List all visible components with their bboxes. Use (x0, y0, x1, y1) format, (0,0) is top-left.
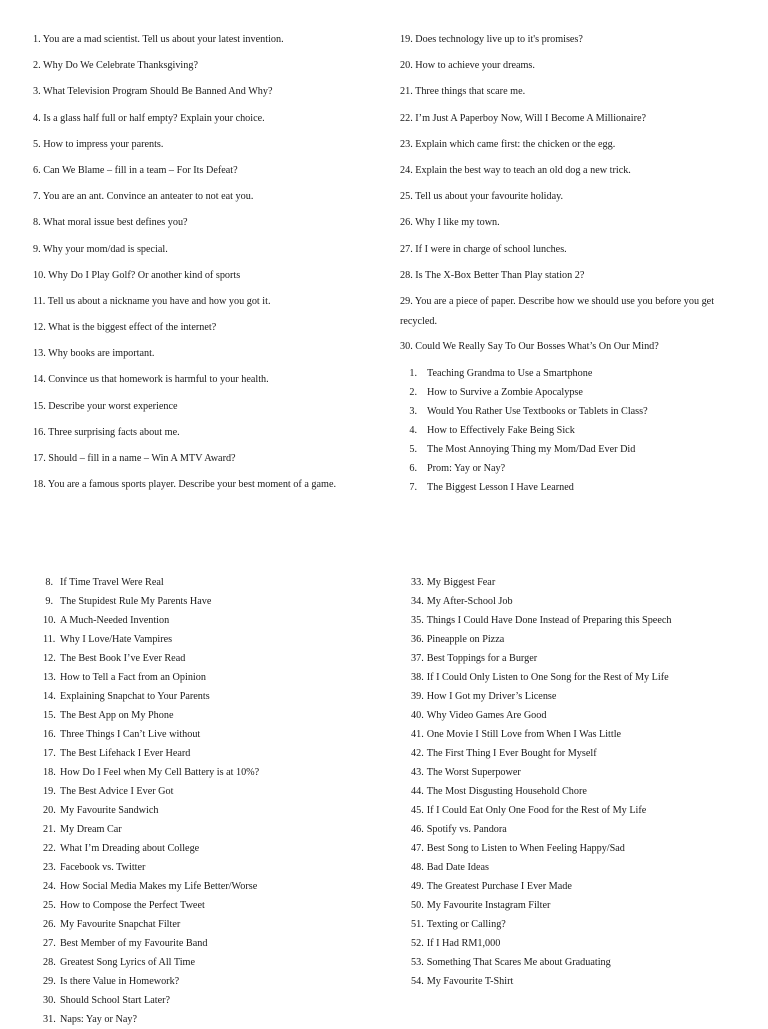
list-text: If I Could Only Listen to One Song for the Rest of My Life (426, 672, 669, 683)
list-item (400, 383, 730, 402)
prompt-item: 12. What is the biggest effect of the internet? (33, 322, 217, 334)
list-number: 26. (43, 919, 56, 930)
list-number: 18. (43, 767, 56, 778)
list-text: Something That Scares Me about Graduating (426, 957, 611, 968)
list-item (43, 915, 259, 934)
list-number: 20. (43, 805, 56, 816)
list-item (43, 649, 259, 668)
list-item (43, 953, 259, 972)
prompt-item: 27. If I were in charge of school lunches. (400, 243, 567, 255)
prompt-item: 22. I’m Just A Paperboy Now, Will I Become A Millionaire? (400, 112, 647, 124)
prompt-item: 11. Tell us about a nickname you have and how you got it. (33, 295, 271, 307)
list-text: If I Had RM1,000 (426, 938, 501, 949)
list-number: 30. (43, 995, 56, 1006)
list-item (411, 820, 671, 839)
list-item (43, 668, 259, 687)
list-number: 34. (411, 596, 424, 607)
list-item (43, 858, 259, 877)
list-item (411, 934, 671, 953)
list-text: How to Compose the Perfect Tweet (60, 900, 205, 911)
list-text: Naps: Yay or Nay? (60, 1014, 137, 1025)
list-text: My Favourite Instagram Filter (426, 900, 551, 911)
list-number: 44. (411, 786, 424, 797)
list-text: One Movie I Still Love from When I Was Little (426, 729, 622, 740)
list-text: The Best App on My Phone (60, 710, 174, 721)
list-text: The Most Disgusting Household Chore (426, 786, 587, 797)
prompt-item: 15. Describe your worst experience (33, 400, 178, 412)
list-item (400, 459, 730, 478)
list-item (411, 953, 671, 972)
list-item (411, 763, 671, 782)
list-text: Best Toppings for a Burger (426, 653, 538, 664)
list-number: 19. (43, 786, 56, 797)
list-text: A Much-Needed Invention (60, 615, 170, 626)
list-number: 8. (45, 577, 53, 588)
list-text: Three Things I Can’t Live without (60, 729, 201, 740)
list-number: 21. (43, 824, 56, 835)
prompt-item: 17. Should – fill in a name – Win A MTV Award? (33, 453, 236, 464)
list-number: 16. (43, 729, 56, 740)
list-item (411, 649, 671, 668)
list-number: 7. (409, 482, 417, 494)
list-item (43, 820, 259, 839)
list-text: The Greatest Purchase I Ever Made (426, 881, 572, 892)
list-text: Prom: Yay or Nay? (427, 463, 506, 475)
list-item (411, 573, 671, 592)
prompt-item: 13. Why books are important. (33, 348, 155, 360)
list-number: 53. (411, 957, 424, 968)
list-item (411, 877, 671, 896)
list-item (43, 877, 259, 896)
list-text: How Do I Feel when My Cell Battery is at 10%? (60, 767, 260, 778)
list-item (43, 592, 259, 611)
top-right-column (400, 33, 730, 497)
list-item (400, 440, 730, 459)
list-item (411, 782, 671, 801)
list-item (43, 763, 259, 782)
list-item (411, 687, 671, 706)
prompt-item: 30. Could We Really Say To Our Bosses What’s On Our Mind? (400, 340, 659, 352)
list-text: The Best Book I’ve Ever Read (60, 653, 186, 664)
list-item (43, 744, 259, 763)
list-number: 17. (43, 748, 56, 759)
list-item (411, 744, 671, 763)
prompt-item: 7. You are an ant. Convince an anteater to not eat you. (33, 191, 254, 203)
list-number: 36. (411, 634, 424, 645)
list-number: 1. (409, 368, 417, 380)
prompt-item: 9. Why your mom/dad is special. (33, 243, 168, 255)
list-number: 45. (411, 805, 424, 816)
list-number: 39. (411, 691, 424, 702)
list-text: Spotify vs. Pandora (426, 824, 507, 835)
list-item (411, 706, 671, 725)
prompt-item: 19. Does technology live up to it's promises? (400, 34, 583, 45)
list-number: 3. (409, 406, 417, 418)
list-number: 14. (43, 691, 56, 702)
prompt-item: 5. How to impress your parents. (33, 138, 164, 150)
list-item (411, 668, 671, 687)
list-text: Bad Date Ideas (426, 862, 489, 873)
list-item (43, 896, 259, 915)
list-number: 54. (411, 976, 424, 987)
list-text: The Worst Superpower (426, 767, 521, 778)
list-item (43, 630, 259, 649)
list-text: The Biggest Lesson I Have Learned (427, 482, 574, 494)
list-item (400, 402, 730, 421)
list-text: How Social Media Makes my Life Better/Worse (60, 881, 258, 892)
prompt-item: 29. You are a piece of paper. Describe how we should use you before you get recycled. (400, 295, 715, 327)
list-item (411, 725, 671, 744)
list-text: Would You Rather Use Textbooks or Tablets in Class? (427, 406, 648, 418)
list-number: 25. (43, 900, 56, 911)
list-text: How to Survive a Zombie Apocalypse (427, 387, 583, 399)
prompt-item: 23. Explain which came first: the chicken or the egg. (400, 138, 616, 150)
list-number: 52. (411, 938, 424, 949)
list-text: If I Could Eat Only One Food for the Rest of My Life (426, 805, 647, 816)
prompt-item: 20. How to achieve your dreams. (400, 60, 535, 72)
list-item (411, 611, 671, 630)
list-item (43, 725, 259, 744)
list-number: 40. (411, 710, 424, 721)
list-item (43, 839, 259, 858)
list-text: Texting or Calling? (426, 919, 506, 930)
list-number: 48. (411, 862, 424, 873)
list-number: 15. (43, 710, 56, 721)
list-number: 6. (409, 463, 417, 475)
list-text: Why I Love/Hate Vampires (60, 634, 173, 645)
list-text: Greatest Song Lyrics of All Time (60, 957, 195, 968)
prompt-item: 4. Is a glass half full or half empty? Explain your choice. (33, 112, 265, 124)
list-number: 2. (409, 387, 417, 399)
list-text: My Biggest Fear (426, 577, 496, 588)
prompt-item: 14. Convince us that homework is harmful to your health. (33, 374, 269, 386)
list-number: 31. (43, 1014, 56, 1025)
list-item (411, 896, 671, 915)
list-number: 12. (43, 653, 56, 664)
list-item (411, 972, 671, 991)
list-item (400, 421, 730, 440)
prompt-item: 21. Three things that scare me. (400, 86, 526, 98)
prompt-item: 8. What moral issue best defines you? (33, 217, 188, 229)
list-item (43, 687, 259, 706)
prompt-item: 3. What Television Program Should Be Banned And Why? (33, 86, 273, 98)
list-item (43, 991, 259, 1010)
prompt-item: 26. Why I like my town. (400, 217, 500, 229)
list-text: Things I Could Have Done Instead of Preparing this Speech (426, 615, 672, 626)
list-text: How I Got my Driver’s License (426, 691, 557, 702)
list-text: My Favourite T-Shirt (426, 976, 514, 987)
list-text: What I’m Dreading about College (60, 843, 200, 854)
numbered-list (400, 364, 730, 497)
list-item (411, 858, 671, 877)
list-text: My Favourite Sandwich (60, 805, 159, 816)
list-number: 38. (411, 672, 424, 683)
list-number: 43. (411, 767, 424, 778)
list-item (43, 801, 259, 820)
list-item (411, 915, 671, 934)
list-text: The First Thing I Ever Bought for Myself (426, 748, 597, 759)
list-text: Best Member of my Favourite Band (60, 938, 208, 949)
list-number: 50. (411, 900, 424, 911)
prompt-item: 2. Why Do We Celebrate Thanksgiving? (33, 60, 198, 72)
list-item (411, 592, 671, 611)
list-text: Teaching Grandma to Use a Smartphone (427, 368, 593, 380)
list-text: The Best Advice I Ever Got (60, 786, 174, 797)
list-text: The Stupidest Rule My Parents Have (60, 596, 212, 607)
prompt-item: 6. Can We Blame – fill in a team – For Its Defeat? (33, 164, 238, 176)
list-number: 46. (411, 824, 424, 835)
list-number: 49. (411, 881, 424, 892)
list-number: 24. (43, 881, 56, 892)
list-number: 37. (411, 653, 424, 664)
list-text: My Dream Car (60, 824, 122, 835)
prompt-item: 10. Why Do I Play Golf? Or another kind of sports (33, 269, 241, 281)
list-text: My Favourite Snapchat Filter (60, 919, 181, 930)
list-number: 22. (43, 843, 56, 854)
list-text: The Best Lifehack I Ever Heard (60, 748, 191, 759)
list-item (43, 611, 259, 630)
list-number: 13. (43, 672, 56, 683)
list-number: 9. (45, 596, 53, 607)
list-number: 27. (43, 938, 56, 949)
list-text: My After-School Job (426, 596, 513, 607)
list-item (411, 839, 671, 858)
list-text: How to Tell a Fact from an Opinion (60, 672, 206, 683)
list-text: Pineapple on Pizza (426, 634, 505, 645)
prompt-item: 18. You are a famous sports player. Describe your best moment of a game. (33, 479, 337, 491)
list-item (43, 573, 259, 592)
list-number: 23. (43, 862, 56, 873)
list-item (43, 782, 259, 801)
list-item (411, 801, 671, 820)
list-number: 10. (43, 615, 56, 626)
list-text: Why Video Games Are Good (426, 710, 547, 721)
list-number: 4. (409, 425, 417, 437)
bottom-left-column (43, 573, 259, 1029)
list-number: 42. (411, 748, 424, 759)
list-number: 28. (43, 957, 56, 968)
list-number: 33. (411, 577, 424, 588)
list-item (43, 972, 259, 991)
list-number: 47. (411, 843, 424, 854)
list-item (43, 1010, 259, 1029)
list-text: If Time Travel Were Real (60, 577, 164, 588)
top-left-column (33, 33, 378, 504)
prompt-item: 16. Three surprising facts about me. (33, 426, 180, 438)
list-item (411, 630, 671, 649)
list-text: Should School Start Later? (60, 995, 171, 1006)
list-number: 51. (411, 919, 424, 930)
list-text: The Most Annoying Thing my Mom/Dad Ever Did (427, 444, 636, 456)
list-text: Explaining Snapchat to Your Parents (60, 691, 210, 702)
list-number: 35. (411, 615, 424, 626)
prompt-item: 1. You are a mad scientist. Tell us about your latest invention. (33, 34, 284, 45)
list-item (43, 934, 259, 953)
list-text: Is there Value in Homework? (60, 976, 180, 987)
prompt-item: 25. Tell us about your favourite holiday. (400, 191, 564, 203)
list-item (43, 706, 259, 725)
list-item (400, 478, 730, 497)
list-number: 41. (411, 729, 424, 740)
prompt-item: 24. Explain the best way to teach an old dog a new trick. (400, 164, 631, 176)
bottom-right-column (411, 573, 671, 991)
list-number: 29. (43, 976, 56, 987)
prompt-item: 28. Is The X-Box Better Than Play station 2? (400, 269, 585, 281)
list-text: How to Effectively Fake Being Sick (427, 425, 575, 437)
list-number: 5. (409, 444, 417, 456)
list-item (400, 364, 730, 383)
list-text: Best Song to Listen to When Feeling Happy/Sad (426, 843, 625, 854)
list-text: Facebook vs. Twitter (60, 862, 146, 873)
list-number: 11. (43, 634, 56, 645)
